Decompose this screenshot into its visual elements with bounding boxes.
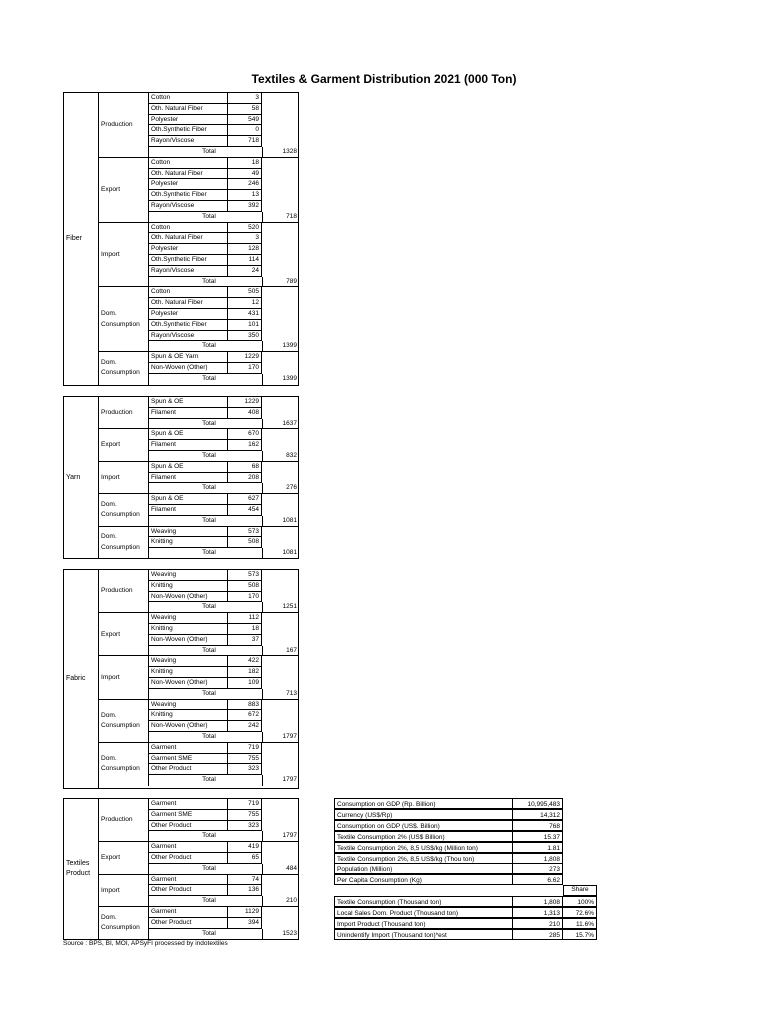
- total-label: Total: [202, 646, 216, 654]
- row-name: Rayon/Viscose: [149, 136, 227, 147]
- total-label: Total: [202, 277, 216, 285]
- row-name: Non-Woven (Other): [149, 592, 227, 603]
- row-name: Non-Woven (Other): [149, 363, 227, 374]
- source-note: Source : BPS, BI, MOI, APSyFI processed by indotextiles: [63, 940, 228, 947]
- summary-label: Per Capita Consumption (Kg): [334, 874, 512, 885]
- row-name: Weaving: [149, 700, 227, 711]
- row-name: Oth.Synthetic Fiber: [149, 255, 227, 266]
- summary-label: Textile Consumption 2%, 8,5 US$/kg (Thou ton): [334, 853, 512, 864]
- row-value: 454: [227, 505, 262, 516]
- row-name: Filament: [149, 505, 227, 516]
- group-label: Import: [99, 656, 149, 699]
- row-value: 162: [227, 440, 262, 451]
- total-value: 484: [262, 864, 299, 875]
- row-name: Rayon/Viscose: [149, 266, 227, 277]
- summary-value: 14,312: [512, 809, 563, 820]
- row-group: [99, 158, 299, 223]
- row-value: 520: [227, 223, 262, 234]
- summary-share: 72.6%: [563, 907, 597, 918]
- total-label: Total: [202, 342, 216, 350]
- row-group: [99, 799, 299, 842]
- row-value: 719: [227, 743, 262, 754]
- row-name: Oth. Natural Fiber: [149, 233, 227, 244]
- group-label: Dom. Consumption: [99, 907, 149, 939]
- row-value: 112: [227, 613, 262, 624]
- row-value: 128: [227, 244, 262, 255]
- row-name: Spun & OE: [149, 429, 227, 440]
- row-value: 422: [227, 656, 262, 667]
- row-value: 136: [227, 885, 262, 896]
- group-label: Production: [99, 93, 149, 158]
- total-row: [149, 419, 299, 430]
- row-name: Weaving: [149, 570, 227, 581]
- total-row: [149, 451, 299, 462]
- total-label: Total: [202, 484, 216, 492]
- group-label: Dom. Consumption: [99, 352, 149, 384]
- total-value: 1251: [262, 602, 299, 613]
- row-value: 58: [227, 104, 262, 115]
- group-label: Production: [99, 570, 149, 613]
- row-name: Spun & OE: [149, 462, 227, 473]
- total-row: [149, 147, 299, 158]
- total-value: 713: [262, 689, 299, 700]
- row-name: Polyester: [149, 244, 227, 255]
- row-value: 114: [227, 255, 262, 266]
- total-label: Total: [202, 516, 216, 524]
- summary-value: 285: [512, 929, 563, 940]
- total-value: 1328: [262, 147, 299, 158]
- row-value: 505: [227, 287, 262, 298]
- row-name: Other Product: [149, 885, 227, 896]
- total-row: [149, 646, 299, 657]
- summary-value: 273: [512, 863, 563, 874]
- summary-label: Unindentify Import (Thousand ton)*est: [334, 929, 512, 940]
- row-value: 323: [227, 821, 262, 832]
- row-name: Garment: [149, 842, 227, 853]
- row-name: Garment SME: [149, 810, 227, 821]
- row-name: Garment: [149, 907, 227, 918]
- summary-value: 768: [512, 820, 563, 831]
- row-name: Garment SME: [149, 754, 227, 765]
- total-row: [149, 516, 299, 527]
- total-row: [149, 341, 299, 352]
- fiber-table: [63, 92, 299, 386]
- total-value: 276: [262, 483, 299, 494]
- total-value: 1399: [262, 374, 299, 385]
- total-value: 1081: [262, 516, 299, 527]
- group-label: Dom. Consumption: [99, 494, 149, 526]
- row-value: 627: [227, 494, 262, 505]
- row-value: 672: [227, 710, 262, 721]
- summary-value: 1.81: [512, 842, 563, 853]
- row-name: Oth.Synthetic Fiber: [149, 190, 227, 201]
- summary-value: 210: [512, 918, 563, 929]
- row-value: 170: [227, 592, 262, 603]
- total-row: [149, 732, 299, 743]
- summary-share: 100%: [563, 896, 597, 907]
- row-group: [99, 743, 299, 786]
- total-value: 210: [262, 896, 299, 907]
- total-label: Total: [202, 603, 216, 611]
- row-name: Filament: [149, 440, 227, 451]
- total-label: Total: [202, 148, 216, 155]
- row-group: [99, 656, 299, 699]
- row-name: Spun & OE Yarn: [149, 352, 227, 363]
- group-label: Dom. Consumption: [99, 700, 149, 743]
- row-group: [99, 93, 299, 158]
- row-name: Spun & OE: [149, 397, 227, 408]
- total-label: Total: [202, 929, 216, 937]
- row-name: Rayon/Viscose: [149, 331, 227, 342]
- row-name: Oth. Natural Fiber: [149, 298, 227, 309]
- summary-value: 1,808: [512, 853, 563, 864]
- row-value: 1229: [227, 352, 262, 363]
- row-group: [99, 223, 299, 288]
- yarn-table: [63, 396, 299, 559]
- row-name: Weaving: [149, 656, 227, 667]
- total-value: 832: [262, 451, 299, 462]
- summary-value: 1,313: [512, 907, 563, 918]
- row-value: 670: [227, 429, 262, 440]
- total-row: [149, 277, 299, 288]
- total-value: 1797: [262, 732, 299, 743]
- group-label: Production: [99, 799, 149, 842]
- summary-label: Textile Consumption 2% (US$ Billion): [334, 831, 512, 842]
- row-group: [99, 397, 299, 429]
- summary-label: Textile Consumption 2%, 8,5 US$/kg (Million ton): [334, 842, 512, 853]
- total-row: [149, 374, 299, 385]
- row-name: Oth.Synthetic Fiber: [149, 320, 227, 331]
- row-value: 65: [227, 853, 262, 864]
- row-group: [99, 613, 299, 656]
- row-value: 419: [227, 842, 262, 853]
- summary-label: Import Product (Thousand ton): [334, 918, 512, 929]
- summary-label: Local Sales Dom. Product (Thousand ton): [334, 907, 512, 918]
- row-value: 719: [227, 799, 262, 810]
- row-name: Non-Woven (Other): [149, 635, 227, 646]
- row-name: Spun & OE: [149, 494, 227, 505]
- total-row: [149, 831, 299, 842]
- row-name: Non-Woven (Other): [149, 678, 227, 689]
- total-label: Total: [202, 689, 216, 697]
- row-value: 109: [227, 678, 262, 689]
- summary-label: Textile Consumption (Thousand ton): [334, 896, 512, 907]
- total-label: Total: [202, 451, 216, 459]
- category-label: Fiber: [64, 93, 99, 385]
- row-value: 755: [227, 810, 262, 821]
- row-group: [99, 570, 299, 613]
- row-value: 883: [227, 700, 262, 711]
- row-group: [99, 700, 299, 743]
- row-name: Other Product: [149, 821, 227, 832]
- total-value: 167: [262, 646, 299, 657]
- category-label: Fabric: [64, 570, 99, 788]
- share-header: Share: [563, 885, 597, 896]
- row-group: [99, 352, 299, 384]
- category-label: Yarn: [64, 397, 99, 558]
- total-row: [149, 929, 299, 940]
- row-value: 350: [227, 331, 262, 342]
- summary-label: Population (Million): [334, 863, 512, 874]
- total-row: [149, 689, 299, 700]
- row-value: 49: [227, 169, 262, 180]
- row-value: 394: [227, 918, 262, 929]
- row-value: 246: [227, 179, 262, 190]
- total-label: Total: [202, 864, 216, 872]
- total-label: Total: [202, 374, 216, 382]
- total-label: Total: [202, 419, 216, 427]
- summary-value: 10,995,483: [512, 798, 563, 809]
- group-label: Export: [99, 429, 149, 461]
- row-value: 549: [227, 115, 262, 126]
- group-label: Export: [99, 158, 149, 223]
- row-name: Garment: [149, 799, 227, 810]
- total-label: Total: [202, 549, 216, 557]
- summary-value: 6.62: [512, 874, 563, 885]
- row-group: [99, 842, 299, 874]
- row-name: Non-Woven (Other): [149, 721, 227, 732]
- row-name: Garment: [149, 743, 227, 754]
- row-name: Garment: [149, 875, 227, 886]
- group-label: Import: [99, 462, 149, 494]
- row-value: 13: [227, 190, 262, 201]
- total-value: 1523: [262, 929, 299, 940]
- row-value: 3: [227, 93, 262, 104]
- row-value: 323: [227, 764, 262, 775]
- total-label: Total: [202, 212, 216, 220]
- group-label: Dom. Consumption: [99, 527, 149, 559]
- row-value: 242: [227, 721, 262, 732]
- row-name: Other Product: [149, 764, 227, 775]
- row-value: 392: [227, 201, 262, 212]
- group-label: Export: [99, 613, 149, 656]
- page-title: Textiles & Garment Distribution 2021 (000 Ton): [251, 72, 517, 86]
- row-value: 18: [227, 158, 262, 169]
- row-value: 1229: [227, 397, 262, 408]
- total-row: [149, 548, 299, 559]
- row-name: Other Product: [149, 853, 227, 864]
- row-name: Cotton: [149, 93, 227, 104]
- fabric-table: [63, 569, 299, 789]
- row-value: 68: [227, 462, 262, 473]
- row-name: Knitting: [149, 667, 227, 678]
- row-name: Knitting: [149, 581, 227, 592]
- row-group: [99, 494, 299, 526]
- group-label: Import: [99, 875, 149, 907]
- row-group: [99, 875, 299, 907]
- row-name: Other Product: [149, 918, 227, 929]
- group-label: Production: [99, 397, 149, 429]
- row-value: 208: [227, 473, 262, 484]
- row-value: 1129: [227, 907, 262, 918]
- summary-share: 11.6%: [563, 918, 597, 929]
- row-name: Cotton: [149, 158, 227, 169]
- row-value: 508: [227, 581, 262, 592]
- row-value: 74: [227, 875, 262, 886]
- row-value: 18: [227, 624, 262, 635]
- row-name: Oth. Natural Fiber: [149, 104, 227, 115]
- group-label: Dom. Consumption: [99, 743, 149, 786]
- total-label: Total: [202, 776, 216, 784]
- row-group: [99, 287, 299, 352]
- total-label: Total: [202, 732, 216, 740]
- total-row: [149, 212, 299, 223]
- row-value: 755: [227, 754, 262, 765]
- row-name: Knitting: [149, 537, 227, 548]
- summary-label: Currency (US$/Rp): [334, 809, 512, 820]
- row-value: 37: [227, 635, 262, 646]
- total-row: [149, 896, 299, 907]
- total-row: [149, 602, 299, 613]
- total-value: 1797: [262, 831, 299, 842]
- row-value: 12: [227, 298, 262, 309]
- row-name: Oth. Natural Fiber: [149, 169, 227, 180]
- row-name: Knitting: [149, 624, 227, 635]
- row-value: 24: [227, 266, 262, 277]
- row-value: 431: [227, 309, 262, 320]
- total-value: 718: [262, 212, 299, 223]
- total-value: 1081: [262, 548, 299, 559]
- total-row: [149, 864, 299, 875]
- group-label: Export: [99, 842, 149, 874]
- total-value: 1637: [262, 419, 299, 430]
- summary-label: Consumption on GDP (US$. Billion): [334, 820, 512, 831]
- row-name: Cotton: [149, 287, 227, 298]
- row-name: Knitting: [149, 710, 227, 721]
- row-name: Weaving: [149, 527, 227, 538]
- textiles-product-table: [63, 798, 299, 940]
- category-label: Textiles Product: [64, 799, 99, 939]
- total-value: 1399: [262, 341, 299, 352]
- row-name: Polyester: [149, 179, 227, 190]
- summary-value: 1,808: [512, 896, 563, 907]
- row-group: [99, 429, 299, 461]
- row-group: [99, 462, 299, 494]
- row-value: 508: [227, 537, 262, 548]
- row-value: 170: [227, 363, 262, 374]
- row-group: [99, 527, 299, 559]
- total-row: [149, 483, 299, 494]
- row-value: 573: [227, 527, 262, 538]
- row-value: 182: [227, 667, 262, 678]
- row-name: Rayon/Viscose: [149, 201, 227, 212]
- row-value: 408: [227, 408, 262, 419]
- row-name: Filament: [149, 408, 227, 419]
- row-name: Weaving: [149, 613, 227, 624]
- row-value: 0: [227, 125, 262, 136]
- row-value: 573: [227, 570, 262, 581]
- row-name: Polyester: [149, 115, 227, 126]
- row-name: Cotton: [149, 223, 227, 234]
- summary-label: Consumption on GDP (Rp. Billion): [334, 798, 512, 809]
- row-value: 718: [227, 136, 262, 147]
- row-value: 3: [227, 233, 262, 244]
- total-label: Total: [202, 832, 216, 840]
- row-name: Polyester: [149, 309, 227, 320]
- group-label: Dom. Consumption: [99, 287, 149, 352]
- row-name: Filament: [149, 473, 227, 484]
- summary-share: 15.7%: [563, 929, 597, 940]
- row-name: Oth.Synthetic Fiber: [149, 125, 227, 136]
- row-value: 101: [227, 320, 262, 331]
- total-label: Total: [202, 897, 216, 905]
- summary-value: 15.37: [512, 831, 563, 842]
- total-row: [149, 775, 299, 786]
- row-group: [99, 907, 299, 939]
- total-value: 1797: [262, 775, 299, 786]
- group-label: Import: [99, 223, 149, 288]
- total-value: 789: [262, 277, 299, 288]
